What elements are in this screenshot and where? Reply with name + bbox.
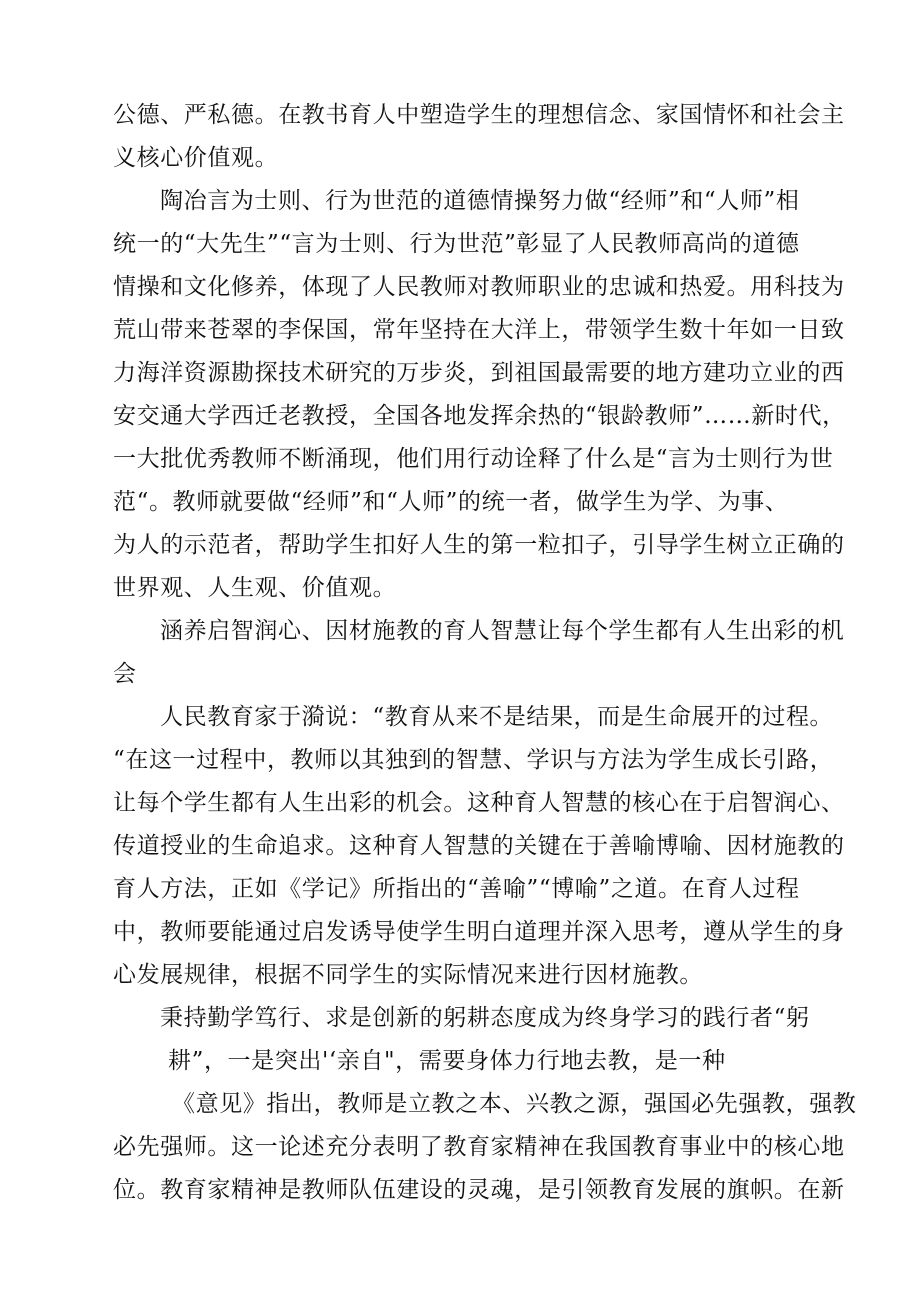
text-line: 世界观、人生观、价值观。 <box>113 575 397 601</box>
text-line: 范“。教师就要做“经师”和“人师”的统一者，做学生为学、为事、 <box>113 489 789 515</box>
text-line: 一大批优秀教师不断涌现，他们用行动诠释了什么是“言为士则行为世 <box>113 446 834 472</box>
section-heading: 秉持勤学笃行、求是创新的躬耕态度成为终身学习的践行者“躬 <box>160 1005 810 1031</box>
text-line: 力海洋资源勘探技术研究的万步炎，到祖国最需要的地方建功立业的西 <box>113 360 845 386</box>
text-line: 必先强师。这一论述充分表明了教育家精神在我国教育事业中的核心地 <box>113 1134 845 1160</box>
text-line: 让每个学生都有人生出彩的机会。这种育人智慧的核心在于启智润心、 <box>113 790 845 816</box>
text-line: 统一的“大先生”“言为士则、行为世范”彰显了人民教师高尚的道德 <box>113 231 800 257</box>
text-line: 情操和文化修养，体现了人民教师对教师职业的忠诚和热爱。用科技为 <box>113 274 845 300</box>
text-line: 荒山带来苍翠的李保国，常年坚持在大洋上，带领学生数十年如一日致 <box>113 317 845 343</box>
text-line: “在这一过程中，教师以其独到的智慧、学识与方法为学生成长引路， <box>113 747 834 773</box>
text-line: 心发展规律，根据不同学生的实际情况来进行因材施教。 <box>113 962 703 988</box>
paragraph-first-line: 《意见》指出，教师是立教之本、兴教之源，强国必先强教，强教 <box>172 1091 857 1117</box>
text-line: 中，教师要能通过启发诱导使学生明白道理并深入思考，遵从学生的身 <box>113 919 845 945</box>
text-line: 为人的示范者，帮助学生扣好人生的第一粒扣子，引导学生树立正确的 <box>113 532 845 558</box>
section-heading-continuation: 耕”，一是突出'‘亲自"，需要身体力行地去教，是一种 <box>168 1048 726 1074</box>
text-line: 安交通大学西迁老教授，全国各地发挥余热的“银龄教师”……新时代， <box>113 403 846 429</box>
section-heading-continuation: 会 <box>113 661 137 687</box>
section-heading: 涵养启智润心、因材施教的育人智慧让每个学生都有人生出彩的机 <box>160 618 845 644</box>
paragraph-first-line: 陶冶言为士则、行为世范的道德情操努力做“经师”和“人师”相 <box>160 188 800 214</box>
text-line: 位。教育家精神是教师队伍建设的灵魂，是引领教育发展的旗帜。在新 <box>113 1177 845 1203</box>
text-line: 传道授业的生命追求。这种育人智慧的关键在于善喻博喻、因材施教的 <box>113 833 845 859</box>
text-line: 义核心价值观。 <box>113 145 279 171</box>
text-line: 公德、严私德。在教书育人中塑造学生的理想信念、家国情怀和社会主 <box>113 102 845 128</box>
paragraph-first-line: 人民教育家于漪说：“教育从来不是结果，而是生命展开的过程。 <box>160 704 834 730</box>
text-line: 育人方法，正如《学记》所指出的“善喻”“博喻”之道。在育人过程 <box>113 876 800 902</box>
